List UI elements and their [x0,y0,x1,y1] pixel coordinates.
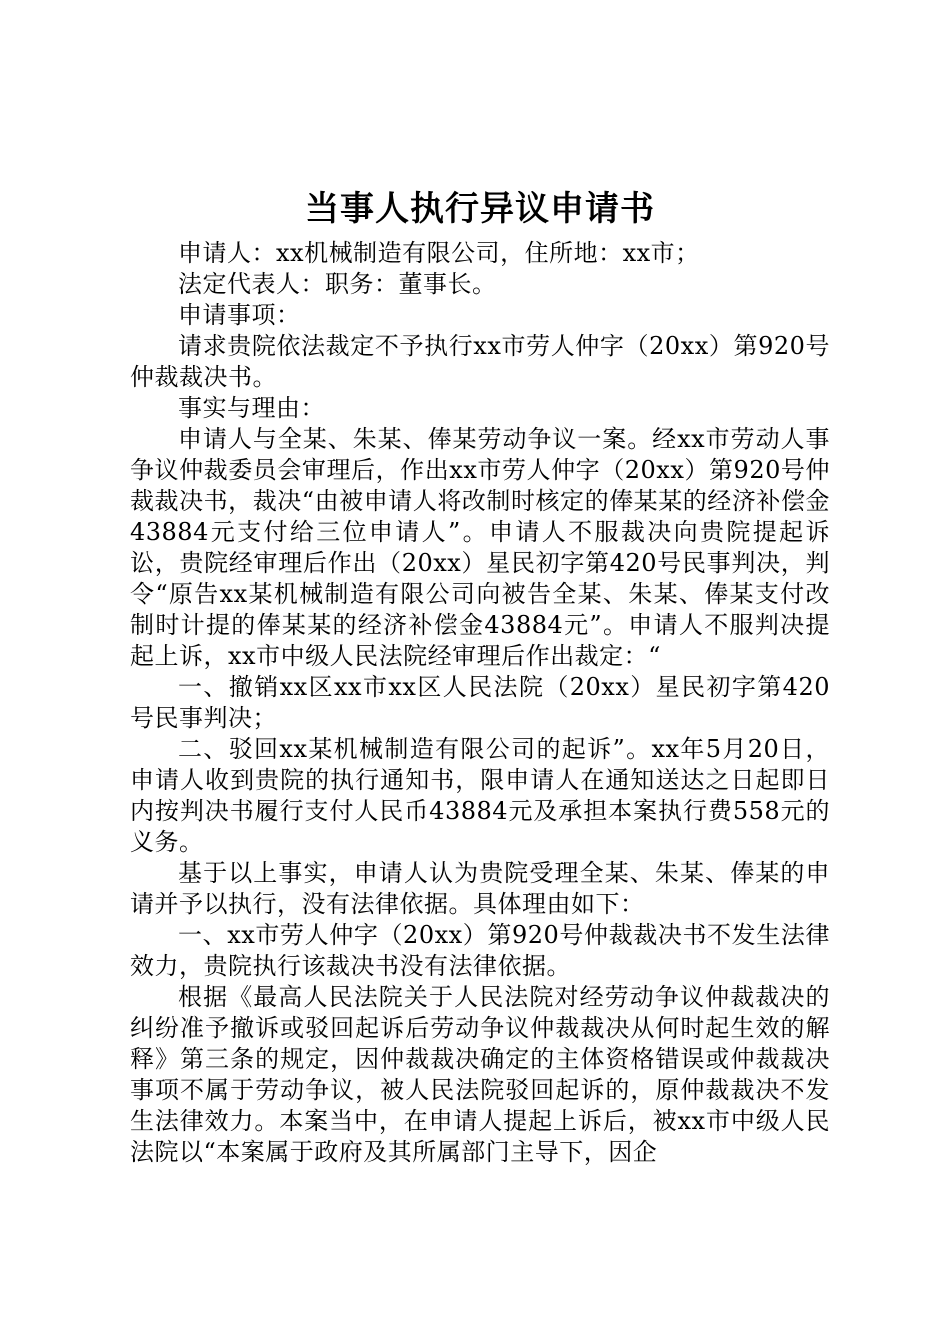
basis-paragraph: 基于以上事实，申请人认为贵院受理全某、朱某、俸某的申请并予以执行，没有法律依据。具体理由如下： [130,859,830,918]
document-page [130,186,830,1168]
facts-paragraph: 申请人与全某、朱某、俸某劳动争议一案。经xx市劳动人事争议仲裁委员会审理后，作出xx市劳人仲字（20xx）第920号仲裁裁决书，裁决“由被申请人将改制时核定的俸某某的经济补偿金43884元支付给三位申请人”。申请人不服裁决向贵院提起诉讼，贵院经审理后作出（20xx）星民初字第420号民事判决，判令“原告xx某机械制造有限公司向被告全某、朱某、俸某支付改制时计提的俸某某的经济补偿金43884元”。申请人不服判决提起上诉，xx市中级人民法院经审理后作出裁定：“ [130,425,830,670]
request-content: 请求贵院依法裁定不予执行xx市劳人仲字（20xx）第920号仲裁裁决书。 [130,332,830,391]
reason-1-heading: 一、xx市劳人仲字（20xx）第920号仲裁裁决书不发生法律效力，贵院执行该裁决书没有法律依据。 [130,921,830,980]
ruling-item-2: 二、驳回xx某机械制造有限公司的起诉”。xx年5月20日，申请人收到贵院的执行通知书，限申请人在通知送达之日起即日内按判决书履行支付人民币43884元及承担本案执行费558元的义务。 [130,735,830,856]
applicant-line: 申请人：xx机械制造有限公司，住所地：xx市； [178,239,700,267]
request-heading: 申请事项： [178,301,301,329]
legal-basis-paragraph: 根据《最高人民法院关于人民法院对经劳动争议仲裁裁决的纠纷准予撤诉或驳回起诉后劳动争议仲裁裁决从何时起生效的解释》第三条的规定，因仲裁裁决确定的主体资格错误或仲裁裁决事项不属于劳动争议，被人民法院驳回起诉的，原仲裁裁决不发生法律效力。本案当中，在申请人提起上诉后，被xx市中级人民法院以“本案属于政府及其所属部门主导下，因企 [130,983,830,1166]
document-title: 当事人执行异议申请书 [305,189,655,229]
legal-representative-line: 法定代表人：职务：董事长。 [178,270,497,298]
ruling-item-1: 一、撤销xx区xx市xx区人民法院（20xx）星民初字第420号民事判决； [130,673,830,732]
facts-heading: 事实与理由： [178,394,325,422]
